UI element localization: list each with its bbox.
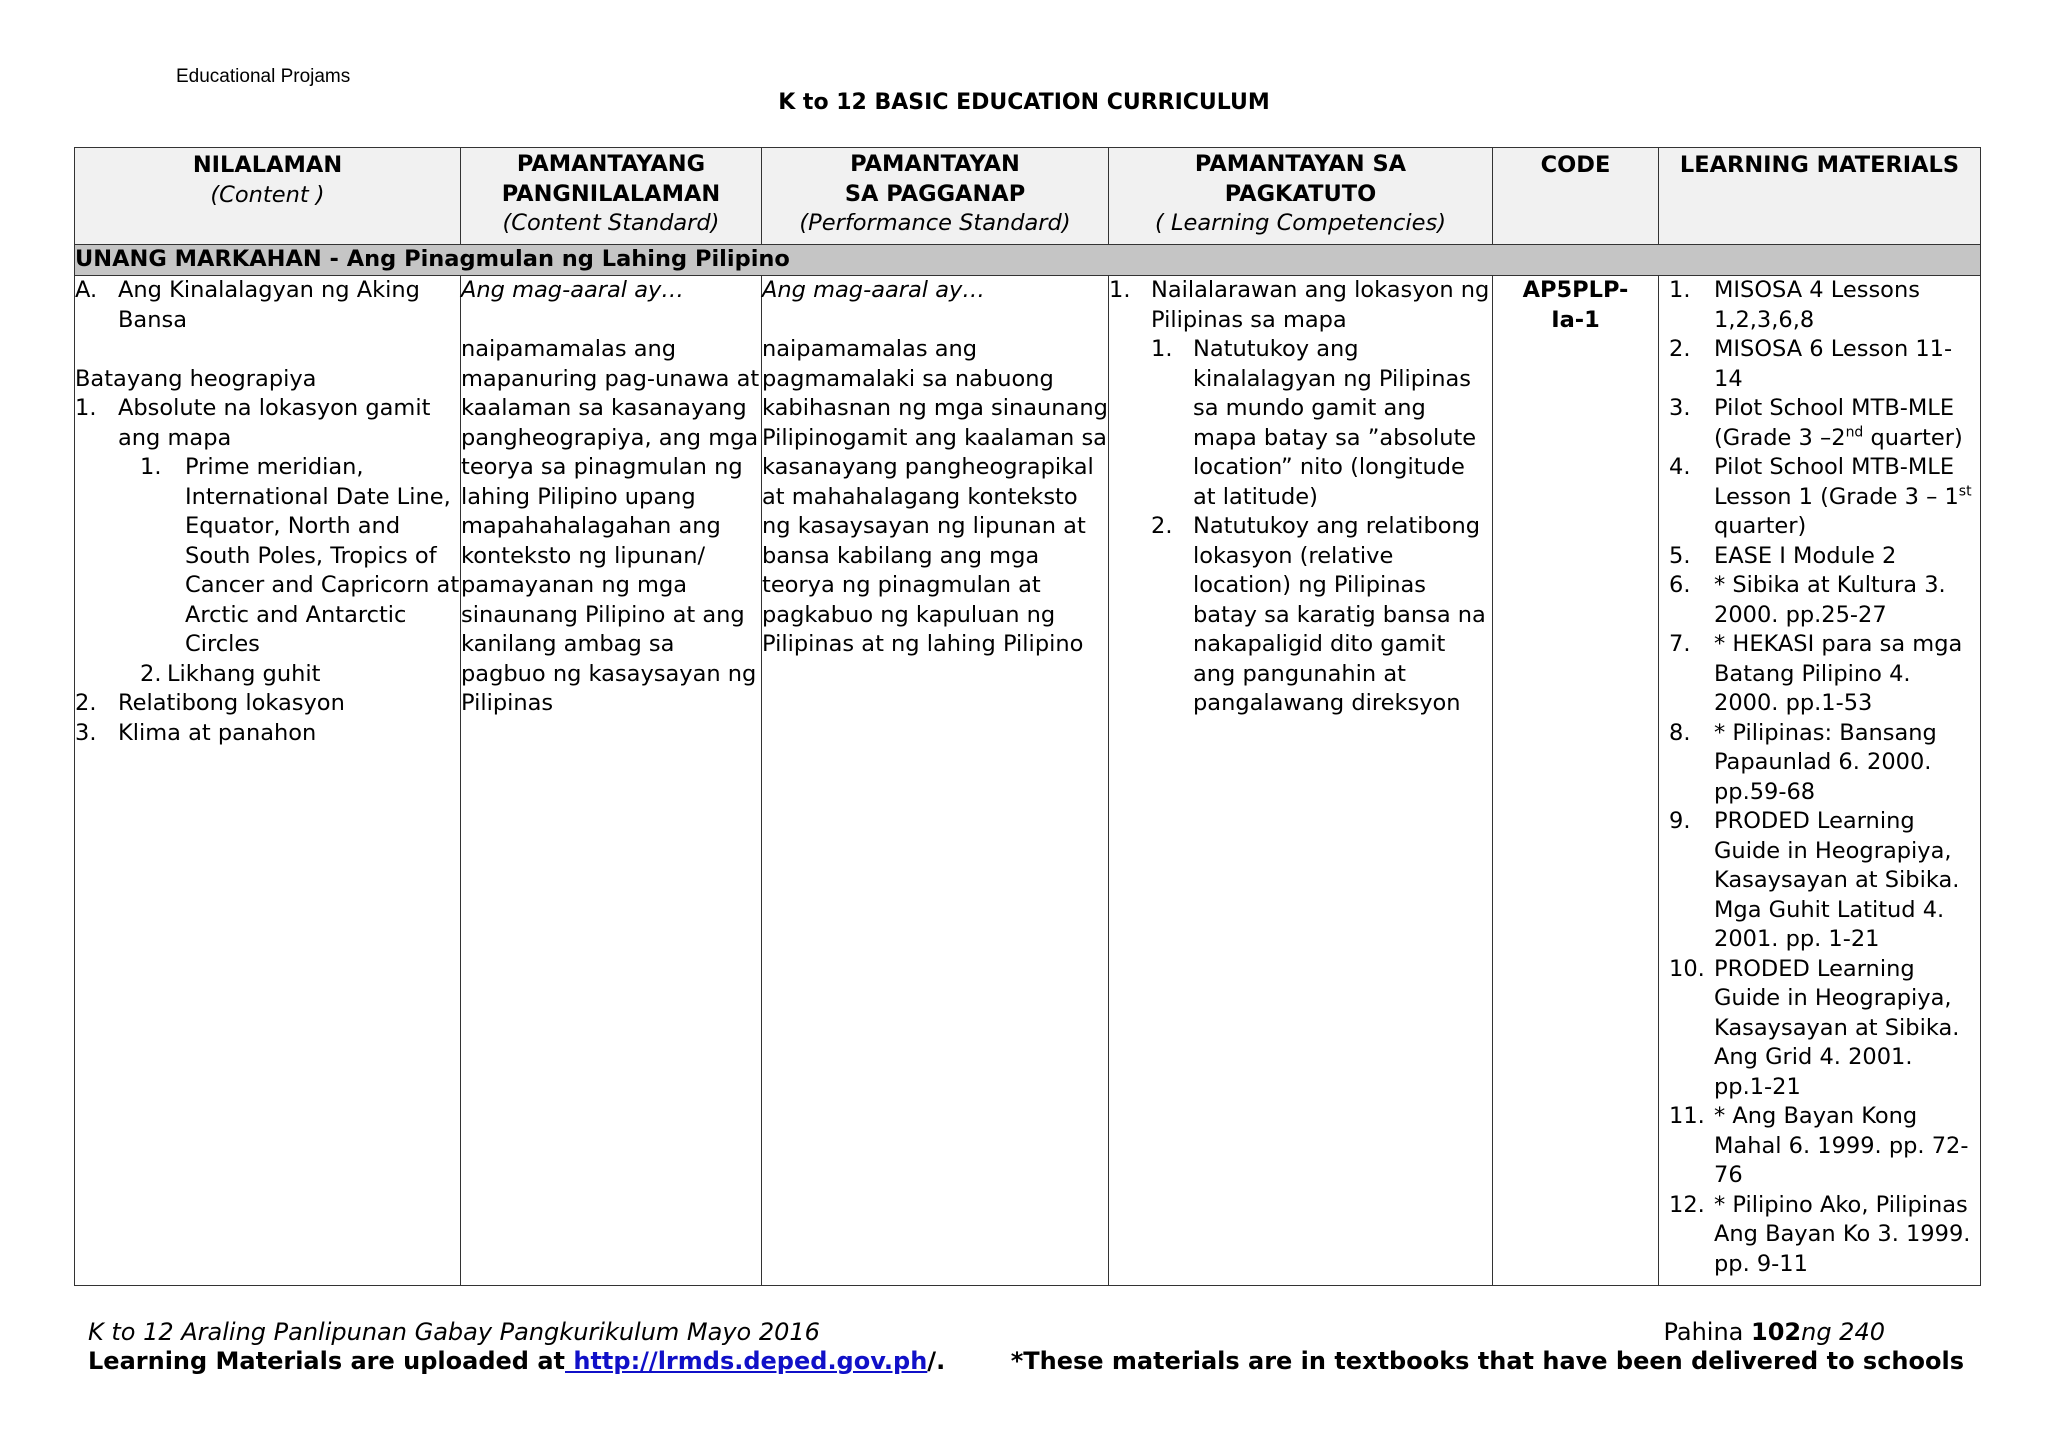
materials-cell <box>1659 276 1981 1286</box>
material-text: * Pilipinas: Bansang Papaunlad 6. 2000. pp.59-68 <box>1714 719 1937 805</box>
upload-end: /. <box>927 1347 946 1375</box>
material-num: 12. <box>1669 1191 1705 1218</box>
content-item-3 <box>75 719 460 749</box>
header-content <box>75 148 461 245</box>
performance-standard-cell <box>762 276 1109 1286</box>
content-heading: Batayang heograpiya <box>75 365 317 392</box>
curriculum-table <box>74 147 1981 1286</box>
material-text: * HEKASI para sa mga Batang Pilipino 4. 2000. pp.1-53 <box>1714 631 1963 716</box>
material-num: 5. <box>1669 542 1691 569</box>
page-label: Pahina <box>1663 1318 1751 1346</box>
material-item <box>1669 335 1972 394</box>
material-4-b: quarter) <box>1714 513 1807 539</box>
content-item-2-num: 2. <box>75 690 97 716</box>
content-a-text: Ang Kinalalagyan ng Aking Bansa <box>118 277 420 333</box>
content-sub-2 <box>75 660 460 690</box>
material-num: 10. <box>1669 955 1705 982</box>
upload-text: Learning Materials are uploaded at <box>88 1347 565 1375</box>
page-total: ng 240 <box>1801 1318 1885 1346</box>
header-content-standard-main: PAMANTAYANG PANGNILALAMAN <box>501 151 721 207</box>
material-3-sup: nd <box>1845 424 1864 440</box>
material-item <box>1669 394 1972 453</box>
material-text: * Ang Bayan Kong Mahal 6. 1999. pp. 72-76 <box>1714 1103 1969 1188</box>
material-num: 7. <box>1669 631 1691 657</box>
material-num: 6. <box>1669 572 1691 598</box>
material-text <box>1714 394 1972 453</box>
material-text: PRODED Learning Guide in Heograpiya, Kasaysayan at Sibika. Mga Guhit Latitud 4. 2001. pp. 1-21 <box>1714 808 1960 952</box>
material-item <box>1669 1102 1972 1191</box>
header-competencies-main: PAMANTAYAN SA PAGKATUTO <box>1194 151 1407 207</box>
code-cell <box>1493 276 1659 1286</box>
material-4-a: Pilot School MTB-MLE Lesson 1 (Grade 3 – 1 <box>1714 454 1959 510</box>
competency-main <box>1109 276 1492 335</box>
material-text: PRODED Learning Guide in Heograpiya, Kasaysayan at Sibika. Ang Grid 4. 2001. pp.1-21 <box>1714 955 1960 1100</box>
code-line-1: AP5PLP- <box>1522 277 1629 303</box>
header-row <box>75 148 1981 245</box>
material-item <box>1669 630 1972 719</box>
competencies-cell <box>1109 276 1493 1286</box>
content-sub-2-num: 2. <box>140 660 162 687</box>
header-content-standard <box>461 148 762 245</box>
footer-guide-title: K to 12 Araling Panlipunan Gabay Pangkurikulum Mayo 2016 <box>88 1318 820 1346</box>
material-item <box>1669 571 1972 630</box>
material-3-b: quarter) <box>1863 424 1963 451</box>
material-text: * Pilipino Ako, Pilipinas Ang Bayan Ko 3. 1999. pp. 9-11 <box>1714 1191 1971 1277</box>
material-3-a: Pilot School MTB-MLE (Grade 3 –2 <box>1714 395 1955 451</box>
content-item-3-text: Klima at panahon <box>118 719 317 746</box>
material-num: 3. <box>1669 395 1691 421</box>
content-item-2-text: Relatibong lokasyon <box>118 690 345 716</box>
content-item-1-text: Absolute na lokasyon gamit ang mapa <box>118 395 431 451</box>
competency-sub-1 <box>1109 335 1492 512</box>
document-title: K to 12 BASIC EDUCATION CURRICULUM <box>778 90 1270 115</box>
content-item-2 <box>75 689 460 719</box>
content-sub-1-num: 1. <box>140 454 162 480</box>
content-item-1 <box>75 394 460 453</box>
performance-standard-text: naipamamalas ang pagmamalaki sa nabuong kabihasnan ng mga sinaunang Pilipinogamit ang kaalaman sa kasanayang pangheograpikal at mahahalagang konteksto ng kasaysayan ng lipunan at bansa kabilang ang mga teorya ng pinagmulan at pagkabuo ng kapuluan ng Pilipinas at ng lahing Pilipino <box>762 336 1108 657</box>
material-num: 9. <box>1669 808 1691 834</box>
material-num: 1. <box>1669 277 1691 303</box>
footer-page-number <box>1663 1318 1885 1346</box>
material-item <box>1669 542 1972 572</box>
header-competencies-sub: ( Learning Competencies) <box>1155 210 1446 236</box>
material-text: EASE I Module 2 <box>1714 542 1897 569</box>
content-sub-2-text: Likhang guhit <box>167 660 321 687</box>
lrmds-link[interactable]: http://lrmds.deped.gov.ph <box>565 1347 928 1375</box>
content-sub-1-text: Prime meridian, International Date Line, Equator, North and South Poles, Tropics of Cancer and Capricorn at Arctic and Antarctic Circles <box>185 454 460 657</box>
competency-main-text: Nailalarawan ang lokasyon ng Pilipinas sa mapa <box>1151 277 1490 333</box>
header-performance-sub: (Performance Standard) <box>799 210 1071 236</box>
material-4-sup: st <box>1958 483 1972 499</box>
material-text: * Sibika at Kultura 3. 2000. pp.25-27 <box>1714 572 1946 628</box>
material-item <box>1669 807 1972 955</box>
material-num: 11. <box>1669 1103 1705 1129</box>
header-content-sub: (Content ) <box>210 181 325 208</box>
header-performance-main: PAMANTAYAN SA PAGGANAP <box>844 151 1026 207</box>
header-content-standard-sub: (Content Standard) <box>502 210 720 236</box>
header-performance-standard <box>762 148 1109 245</box>
performance-standard-intro: Ang mag-aaral ay… <box>762 277 985 303</box>
header-code <box>1493 148 1659 245</box>
material-item <box>1669 1191 1972 1280</box>
material-item <box>1669 453 1972 542</box>
material-text: MISOSA 6 Lesson 11-14 <box>1714 336 1953 392</box>
competency-sub-2-text: Natutukoy ang relatibong lokasyon (relative location) ng Pilipinas batay sa karatig bansa na nakapaligid dito gamit ang pangunahin at pangalawang direksyon <box>1193 513 1486 716</box>
competency-sub-1-text: Natutukoy ang kinalalagyan ng Pilipinas sa mundo gamit ang mapa batay sa ”absolute location” nito (longitude at latitude) <box>1193 336 1477 510</box>
content-item-1-num: 1. <box>75 395 97 421</box>
watermark-text: Educational Projams <box>176 66 351 87</box>
competency-sub-1-num: 1. <box>1151 336 1173 362</box>
material-num: 4. <box>1669 454 1691 480</box>
page-current: 102 <box>1751 1318 1802 1346</box>
content-row <box>75 276 1981 1286</box>
code-line-2: Ia-1 <box>1551 306 1600 333</box>
material-text <box>1714 453 1972 542</box>
material-item <box>1669 276 1972 335</box>
header-content-main: NILALAMAN <box>192 152 343 178</box>
competency-sub-2 <box>1109 512 1492 719</box>
header-learning-materials <box>1659 148 1981 245</box>
content-a <box>75 276 460 335</box>
quarter-row <box>75 245 1981 276</box>
footer-upload-note <box>88 1347 945 1375</box>
footer-textbook-note: *These materials are in textbooks that have been delivered to schools <box>1010 1347 1964 1375</box>
content-sub-1 <box>75 453 460 660</box>
content-standard-text: naipamamalas ang mapanuring pag-unawa at kaalaman sa kasanayang pangheograpiya, ang mga teorya sa pinagmulan ng lahing Pilipino upang mapahahalagahan ang konteksto ng lipunan/ pamayanan ng mga sinaunang Pilipino at ang kanilang ambag sa pagbuo ng kasaysayan ng Pilipinas <box>461 336 760 716</box>
content-standard-cell <box>461 276 762 1286</box>
competency-sub-2-num: 2. <box>1151 513 1173 539</box>
material-item <box>1669 719 1972 808</box>
material-text: MISOSA 4 Lessons 1,2,3,6,8 <box>1714 277 1920 333</box>
content-standard-intro: Ang mag-aaral ay… <box>461 277 684 303</box>
content-cell <box>75 276 461 1286</box>
competency-main-num: 1. <box>1109 277 1131 303</box>
content-a-num: A. <box>75 277 98 303</box>
material-num: 8. <box>1669 719 1691 746</box>
content-item-3-num: 3. <box>75 719 97 746</box>
header-materials-main: LEARNING MATERIALS <box>1679 152 1960 178</box>
material-item <box>1669 955 1972 1103</box>
material-num: 2. <box>1669 336 1691 362</box>
quarter-title: UNANG MARKAHAN - Ang Pinagmulan ng Lahing Pilipino <box>75 245 1981 276</box>
header-competencies <box>1109 148 1493 245</box>
header-code-main: CODE <box>1540 152 1611 178</box>
